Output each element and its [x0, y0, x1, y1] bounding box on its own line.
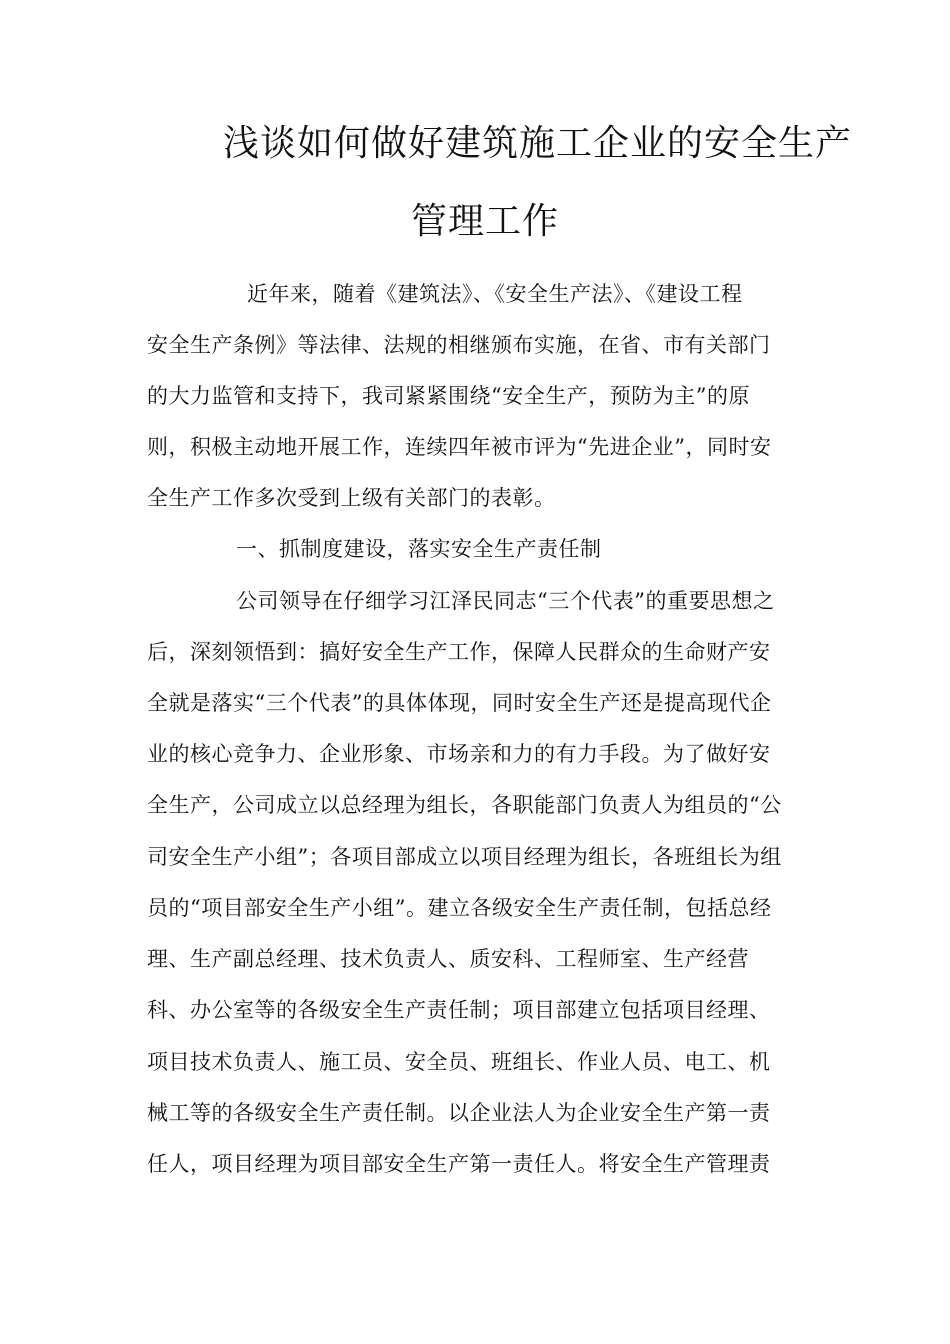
body-paragraph-line-7: 员的“项目部安全生产小组”。建立各级安全生产责任制，包括总经	[147, 896, 772, 920]
body-paragraph-line-1: 公司领导在仔细学习江泽民同志“三个代表”的重要思想之	[236, 589, 775, 613]
body-paragraph-line-2: 后，深刻领悟到：搞好安全生产工作，保障人民群众的生命财产安	[147, 640, 771, 664]
section-heading-1: 一、抓制度建设，落实安全生产责任制	[236, 537, 602, 561]
intro-paragraph-line-4: 则，积极主动地开展工作，连续四年被市评为“先进企业”，同时安	[147, 435, 772, 459]
body-paragraph-line-3: 全就是落实“三个代表”的具体体现，同时安全生产还是提高现代企	[147, 691, 772, 715]
document-title-line-1: 浅谈如何做好建筑施工企业的安全生产	[223, 123, 853, 164]
body-paragraph-line-6: 司安全生产小组”；各项目部成立以项目经理为组长，各班组长为组	[147, 845, 782, 869]
body-paragraph-line-4: 业的核心竞争力、企业形象、市场亲和力的有力手段。为了做好安	[147, 742, 771, 766]
intro-paragraph-line-5: 全生产工作多次受到上级有关部门的表彰。	[147, 486, 556, 510]
intro-paragraph-line-2: 安全生产条例》等法律、法规的相继颁布实施，在省、市有关部门	[147, 333, 771, 357]
body-paragraph-line-10: 项目技术负责人、施工员、安全员、班组长、作业人员、电工、机	[147, 1050, 771, 1074]
body-paragraph-line-9: 科、办公室等的各级安全生产责任制；项目部建立包括项目经理、	[147, 998, 771, 1022]
body-paragraph-line-8: 理、生产副总经理、技术负责人、质安科、工程师室、生产经营	[147, 947, 749, 971]
body-paragraph-line-5: 全生产，公司成立以总经理为组长，各职能部门负责人为组员的“公	[147, 793, 782, 817]
body-paragraph-line-11: 械工等的各级安全生产责任制。以企业法人为企业安全生产第一责	[147, 1101, 771, 1125]
intro-paragraph-line-1: 近年来，随着《建筑法》、《安全生产法》、《建设工程	[247, 282, 743, 306]
body-paragraph-line-12: 任人，项目经理为项目部安全生产第一责任人。将安全生产管理责	[147, 1152, 771, 1176]
document-title-line-2: 管理工作	[411, 201, 560, 242]
intro-paragraph-line-3: 的大力监管和支持下，我司紧紧围绕“安全生产，预防为主”的原	[147, 384, 750, 408]
